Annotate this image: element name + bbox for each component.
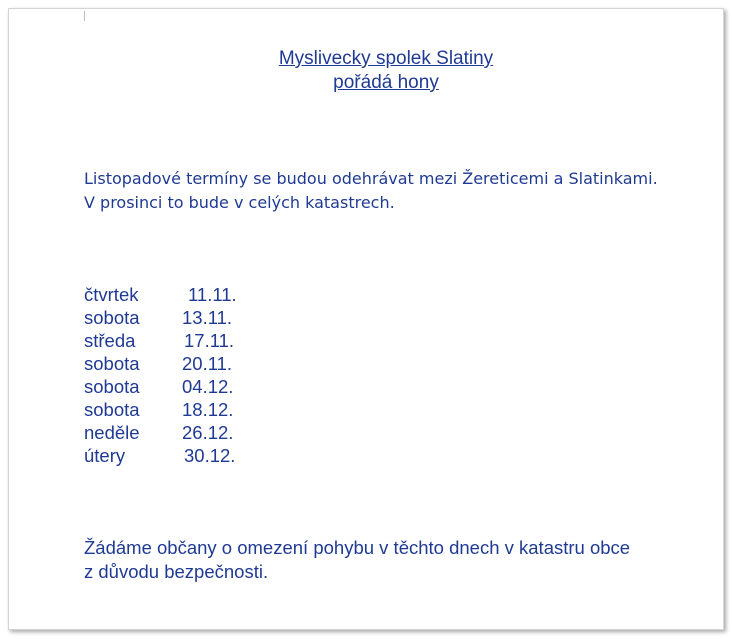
intro-line-2: V prosinci to bude v celých katastrech. bbox=[84, 193, 395, 212]
schedule-row bbox=[84, 283, 237, 306]
schedule-day: čtvrtek bbox=[84, 284, 139, 305]
title-line-2: pořádá hony bbox=[333, 72, 439, 93]
schedule-day: sobota bbox=[84, 376, 140, 397]
schedule-day: útery bbox=[84, 445, 126, 466]
schedule-day: sobota bbox=[84, 307, 140, 328]
document-title bbox=[9, 47, 732, 95]
notice-line-1: Žádáme občany o omezení pohybu v těchto dnech v katastru obce bbox=[84, 537, 631, 558]
schedule-row bbox=[84, 421, 237, 444]
margin-corner-mark bbox=[84, 11, 85, 21]
schedule-day: sobota bbox=[84, 353, 140, 374]
schedule-row bbox=[84, 375, 237, 398]
safety-notice bbox=[84, 536, 630, 584]
schedule-date: 18.12. bbox=[182, 399, 234, 420]
intro-paragraph bbox=[84, 167, 658, 215]
document-page bbox=[8, 8, 724, 630]
schedule-row bbox=[84, 306, 237, 329]
schedule-day: středa bbox=[84, 330, 136, 351]
schedule-date: 11.11. bbox=[188, 284, 237, 305]
schedule-row bbox=[84, 444, 237, 467]
schedule-day: neděle bbox=[84, 422, 140, 443]
schedule-date: 20.11. bbox=[182, 353, 233, 374]
schedule-row bbox=[84, 352, 237, 375]
schedule-date: 30.12. bbox=[184, 445, 236, 466]
schedule-date: 13.11. bbox=[182, 307, 233, 328]
schedule-date: 26.12. bbox=[182, 422, 234, 443]
schedule-day: sobota bbox=[84, 399, 140, 420]
schedule-row bbox=[84, 398, 237, 421]
intro-line-1: Listopadové termíny se budou odehrávat mezi Žereticemi a Slatinkami. bbox=[84, 169, 658, 188]
schedule-date: 17.11. bbox=[184, 330, 235, 351]
title-line-1: Myslivecky spolek Slatiny bbox=[278, 48, 494, 69]
hunt-schedule-list bbox=[84, 283, 237, 467]
schedule-date: 04.12. bbox=[182, 376, 234, 397]
schedule-row bbox=[84, 329, 237, 352]
notice-line-2: z důvodu bezpečnosti. bbox=[84, 561, 269, 582]
